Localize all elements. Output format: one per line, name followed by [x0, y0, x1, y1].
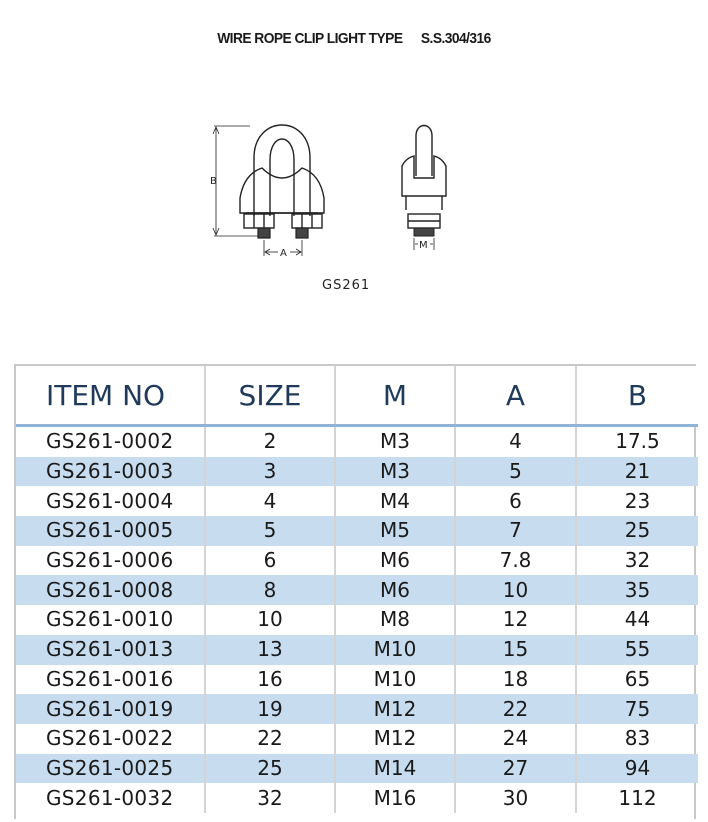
- table-row: [16, 694, 698, 724]
- item-no-cell: GS261-0003: [16, 457, 205, 487]
- item-no-cell: GS261-0025: [16, 754, 205, 784]
- size-cell: 6: [205, 546, 335, 576]
- item-no-cell: GS261-0008: [16, 575, 205, 605]
- left-nut: [244, 214, 274, 228]
- size-cell: 4: [205, 486, 335, 516]
- item-no-cell: GS261-0002: [16, 426, 205, 457]
- a-cell: 22: [455, 694, 576, 724]
- table-row: [16, 516, 698, 546]
- spec-table: [16, 366, 698, 813]
- header-b: B: [576, 366, 698, 426]
- item-no-cell: GS261-0032: [16, 783, 205, 813]
- table-row: [16, 665, 698, 695]
- header-m: M: [335, 366, 455, 426]
- side-body: [402, 156, 446, 196]
- table-row: [16, 724, 698, 754]
- table-body: [16, 426, 698, 813]
- b-cell: 83: [624, 726, 651, 751]
- model-label: GS261: [322, 278, 371, 293]
- size-cell: 3: [205, 457, 335, 487]
- header-row: [16, 366, 698, 426]
- table-row: [16, 457, 698, 487]
- a-cell: 5: [455, 457, 576, 487]
- table-row: [16, 635, 698, 665]
- b-cell: 44: [624, 607, 651, 632]
- size-cell: 16: [205, 665, 335, 695]
- b-cell: 94: [576, 754, 698, 784]
- a-cell: 7: [455, 516, 576, 546]
- table-row: [16, 754, 698, 784]
- m-cell: M16: [335, 783, 455, 813]
- size-cell: 8: [205, 575, 335, 605]
- size-cell: 5: [205, 516, 335, 546]
- m-cell: M12: [335, 724, 455, 754]
- m-cell: M3: [335, 426, 455, 457]
- b-cell: 112: [618, 785, 657, 810]
- a-cell: 12: [455, 605, 576, 635]
- a-cell: 18: [455, 665, 576, 695]
- m-cell: M3: [335, 457, 455, 487]
- b-cell: 21: [576, 457, 698, 487]
- label-m: M: [419, 240, 428, 251]
- table-row: [16, 426, 698, 457]
- m-cell: M10: [335, 665, 455, 695]
- header-a: A: [455, 366, 576, 426]
- table-row: [16, 605, 698, 635]
- item-no-cell: GS261-0013: [16, 635, 205, 665]
- table-row: [16, 783, 698, 813]
- a-cell: 4: [455, 426, 576, 457]
- b-cell: 75: [576, 694, 698, 724]
- item-no-cell: GS261-0010: [16, 605, 205, 635]
- side-u-bolt: [416, 126, 432, 177]
- a-cell: 30: [455, 783, 576, 813]
- size-cell: 25: [205, 754, 335, 784]
- a-cell: 7.8: [455, 546, 576, 576]
- b-cell: 25: [576, 516, 698, 546]
- m-cell: M5: [335, 516, 455, 546]
- m-cell: M4: [335, 486, 455, 516]
- size-cell: 13: [205, 635, 335, 665]
- b-cell: 17.5: [615, 429, 660, 454]
- b-cell: 32: [624, 548, 651, 573]
- a-cell: 10: [455, 575, 576, 605]
- m-cell: M8: [335, 605, 455, 635]
- m-cell: M6: [335, 575, 455, 605]
- b-cell: 23: [624, 488, 651, 513]
- item-no-cell: GS261-0006: [16, 546, 205, 576]
- table-row: [16, 546, 698, 576]
- page-title: [28, 30, 679, 47]
- a-cell: 27: [455, 754, 576, 784]
- b-cell: 55: [576, 635, 698, 665]
- title-material: S.S.304/316: [420, 30, 491, 47]
- a-cell: 24: [455, 724, 576, 754]
- table-row: [16, 575, 698, 605]
- size-cell: 2: [205, 426, 335, 457]
- product-drawing: [200, 118, 460, 263]
- m-cell: M12: [335, 694, 455, 724]
- header-size: SIZE: [205, 366, 335, 426]
- label-b: B: [210, 176, 217, 187]
- a-cell: 6: [455, 486, 576, 516]
- item-no-cell: GS261-0022: [16, 724, 205, 754]
- item-no-cell: GS261-0004: [16, 486, 205, 516]
- m-cell: M6: [335, 546, 455, 576]
- size-cell: 32: [205, 783, 335, 813]
- item-no-cell: GS261-0016: [16, 665, 205, 695]
- m-cell: M14: [335, 754, 455, 784]
- size-cell: 10: [205, 605, 335, 635]
- saddle-body: [240, 168, 324, 213]
- a-cell: 15: [455, 635, 576, 665]
- item-no-cell: GS261-0005: [16, 516, 205, 546]
- b-cell: 65: [624, 666, 651, 691]
- right-nut: [292, 214, 322, 228]
- size-cell: 19: [205, 694, 335, 724]
- m-cell: M10: [335, 635, 455, 665]
- label-a: A: [280, 248, 287, 259]
- spec-table-container: [14, 364, 696, 819]
- item-no-cell: GS261-0019: [16, 694, 205, 724]
- size-cell: 22: [205, 724, 335, 754]
- header-item-no: ITEM NO: [16, 366, 205, 426]
- table-row: [16, 486, 698, 516]
- b-cell: 35: [576, 575, 698, 605]
- title-product: WIRE ROPE CLIP LIGHT TYPE: [217, 30, 403, 47]
